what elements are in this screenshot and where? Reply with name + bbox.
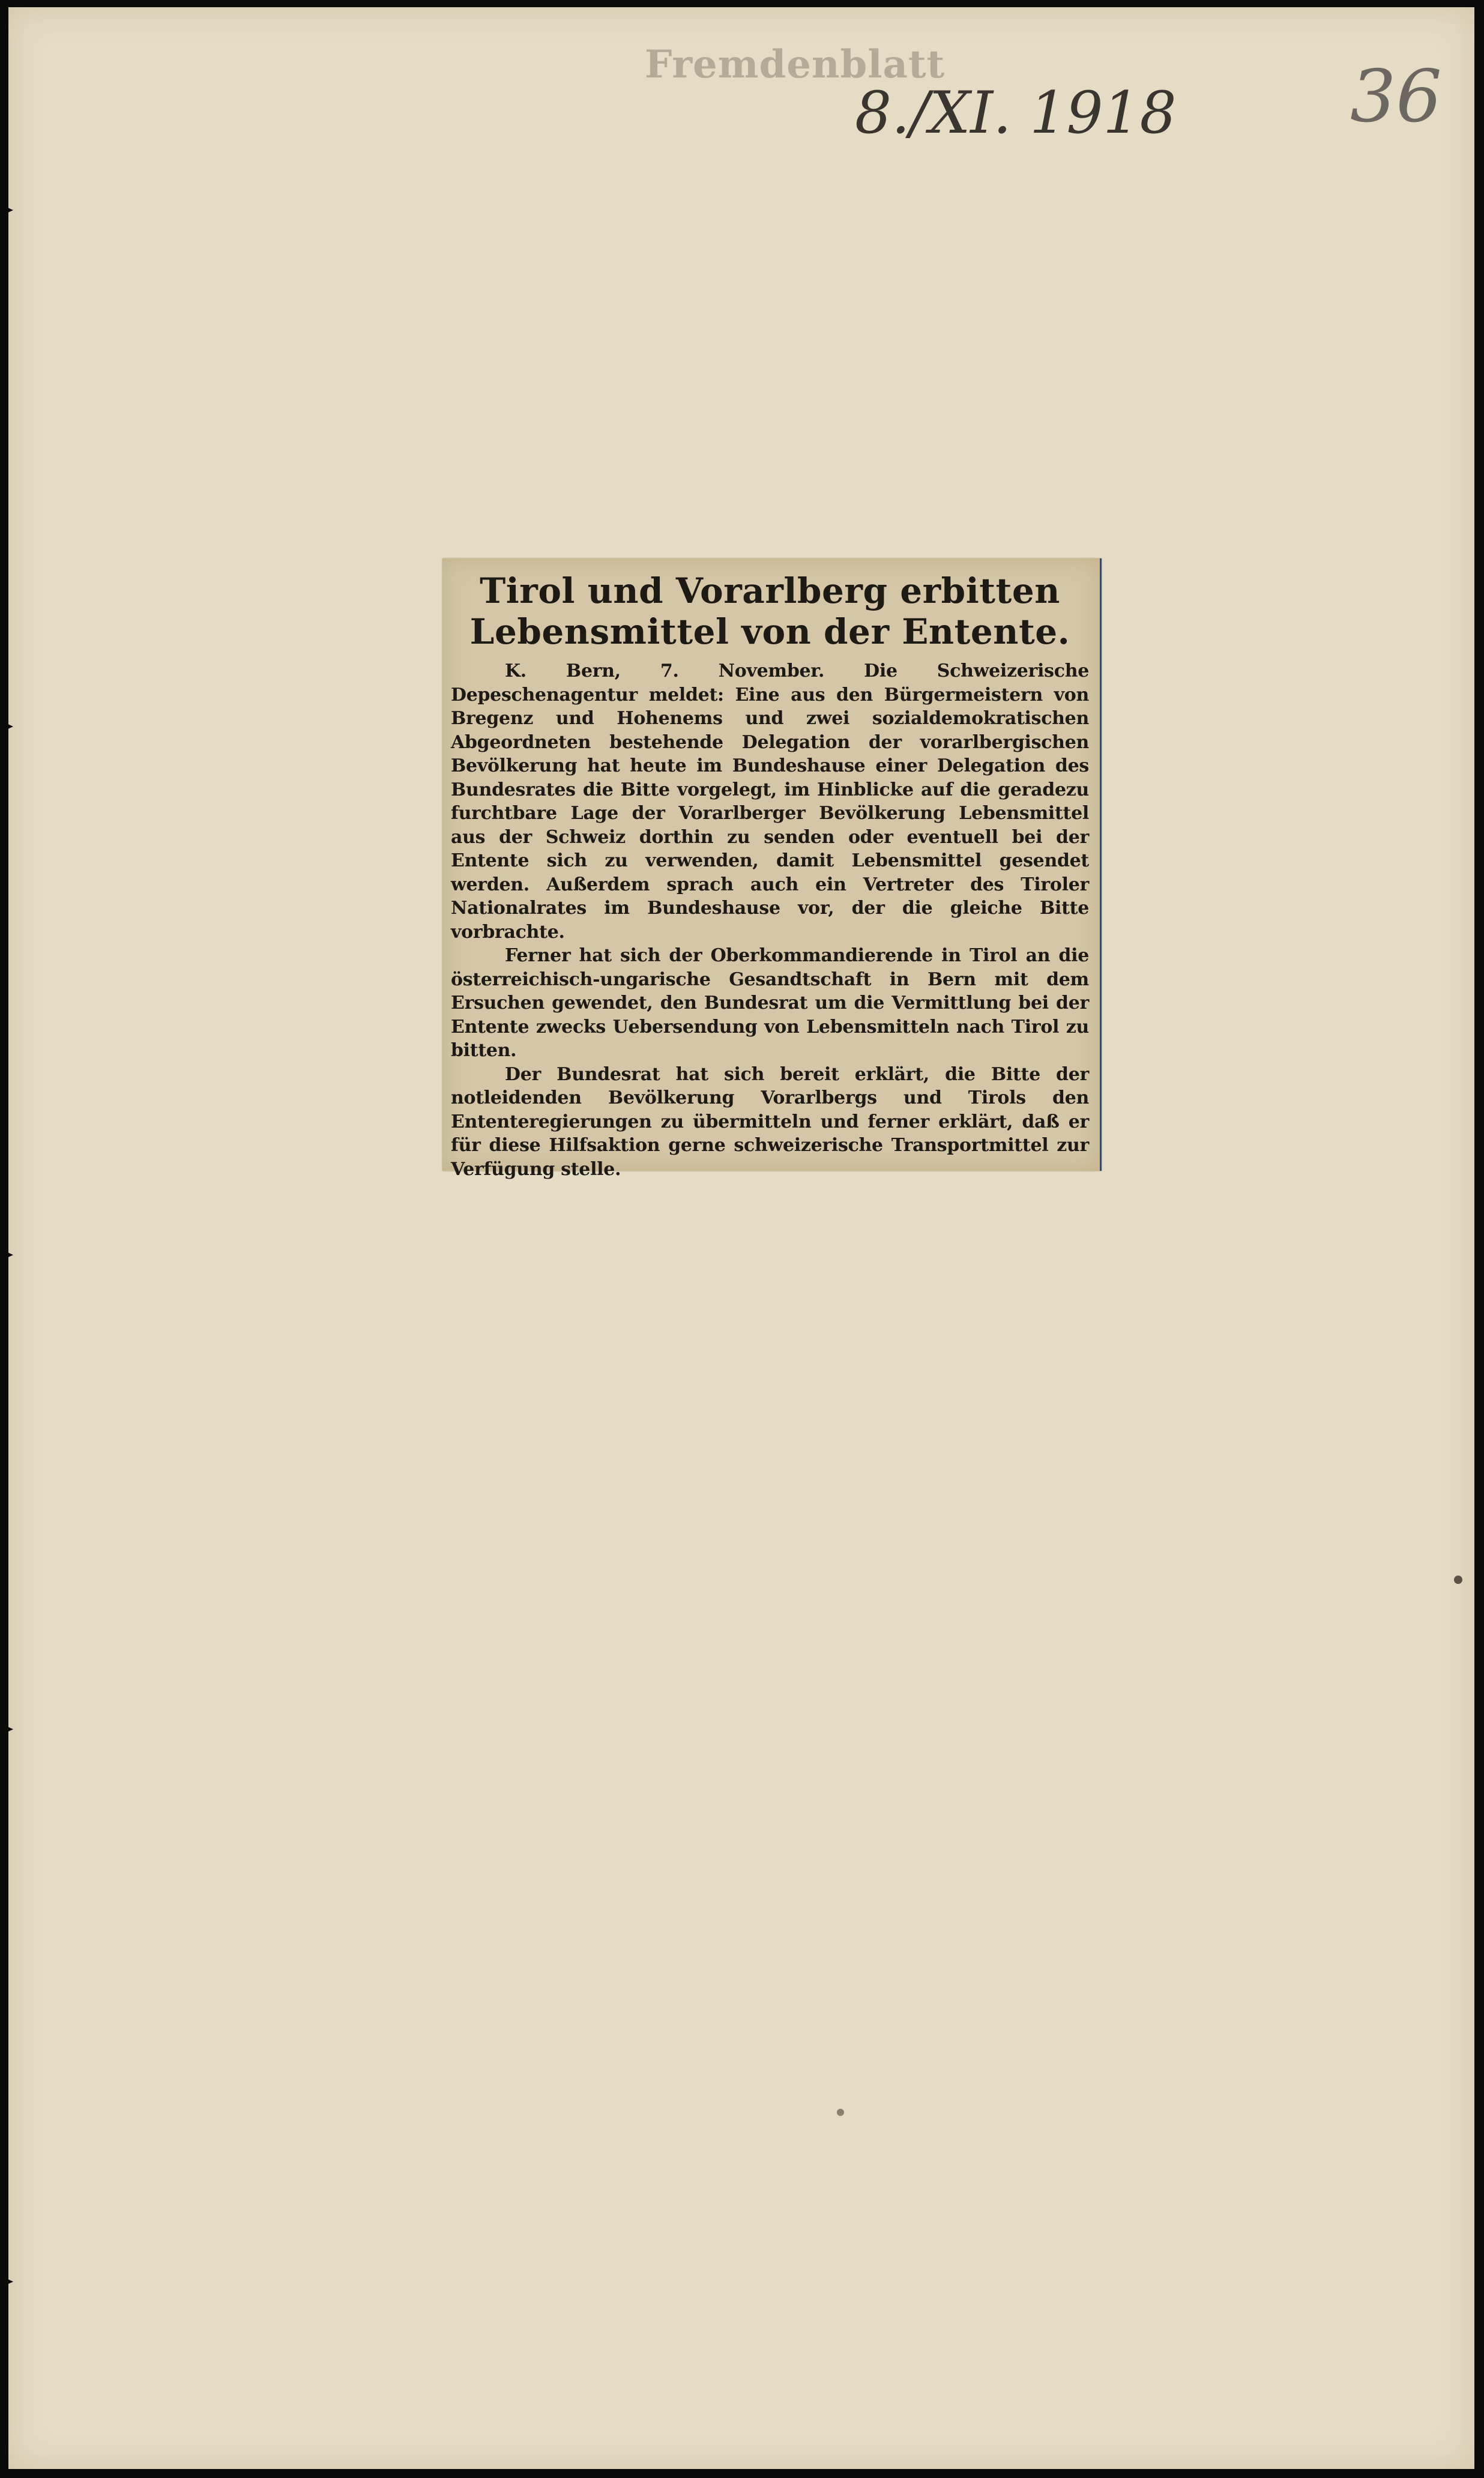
binding-notch bbox=[0, 1723, 13, 1735]
article-paragraph: Ferner hat sich der Oberkommandierende in Tirol an die österreichisch-ungarische Gesandtschaft in Bern mit dem Ersuchen gewendet, den Bundesrat um die Vermittlung bei der Entente zwecks Uebersendung von Lebensmitteln nach Tirol zu bitten. bbox=[451, 945, 1089, 1061]
binding-notch bbox=[0, 2276, 13, 2288]
binding-notch bbox=[0, 1249, 13, 1261]
article-paragraph: Der Bundesrat hat sich bereit erklärt, die Bitte der notleidenden Bevölkerung Vorarlbergs und Tirols den Ententeregierungen zu übermitteln und ferner erklärt, daß er für diese Hilfsaktion gerne schweizerische Transportmittel zur Verfügung stelle. bbox=[451, 1063, 1089, 1180]
paper-fleck bbox=[837, 2109, 844, 2116]
article-headline: Tirol und Vorarlberg erbitten Lebensmittel von der Entente. bbox=[469, 570, 1070, 652]
handwritten-date: 8./XI. 1918 bbox=[855, 79, 1177, 147]
article-paragraph: K. Bern, 7. November. Die Schweizerische Depeschenagentur meldet: Eine aus den Bürgermeistern von Bregenz und Hohenems und zwei sozialdemokratischen Abgeordneten bestehende Delegation der vorarlbergischen Bevölkerung hat heute im Bundeshause einer Delegation des Bundesrates die Bitte vorgelegt, im Hinblicke auf die geradezu furchtbare Lage der Vorarlberger Bevölkerung Lebensmittel aus der Schweiz dorthin zu senden oder eventuell bei der Entente sich zu verwenden, damit Lebensmittel gesendet werden. Außerdem sprach auch ein Vertreter des Tiroler Nationalrates im Bundeshause vor, der die gleiche Bitte vorbrachte. bbox=[451, 660, 1089, 943]
page-number: 36 bbox=[1350, 55, 1442, 139]
paper-fleck bbox=[1454, 1576, 1462, 1584]
archive-sheet bbox=[8, 7, 1474, 2469]
binding-notch bbox=[0, 721, 13, 733]
article-body bbox=[451, 659, 1089, 1181]
newspaper-clipping bbox=[442, 558, 1102, 1180]
binding-notch bbox=[0, 204, 13, 216]
newspaper-stamp: Fremdenblatt bbox=[645, 42, 946, 87]
